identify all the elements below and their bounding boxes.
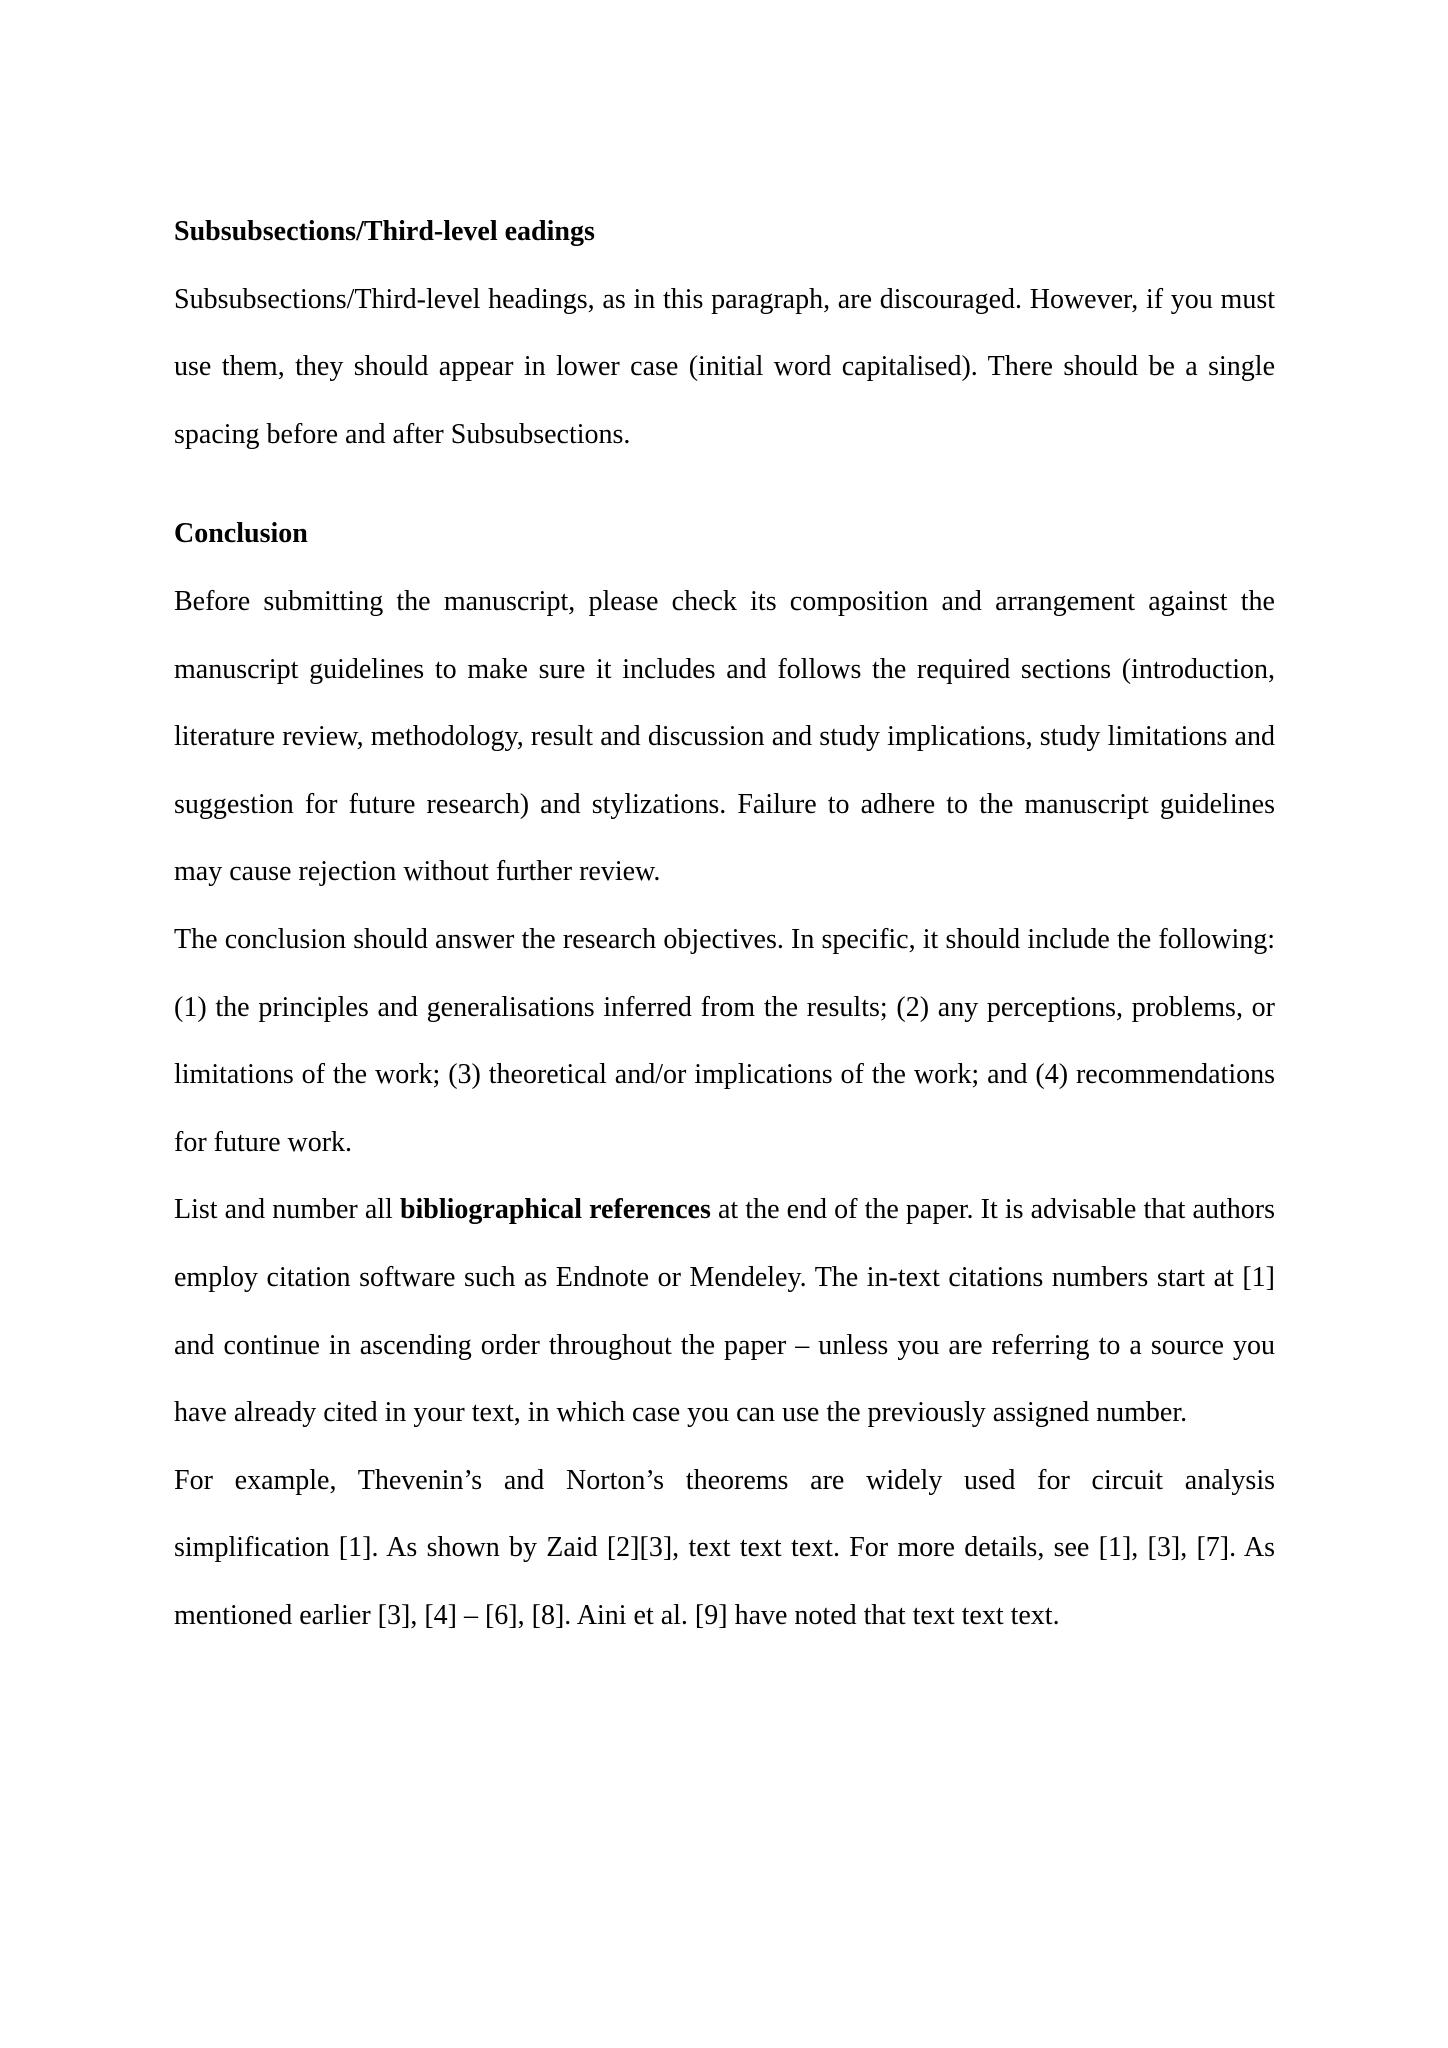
section-heading-conclusion: Conclusion <box>174 518 308 550</box>
document-page <box>174 198 1275 1649</box>
paragraph-citation-example: For example, Thevenin’s and Norton’s theorems are widely used for circuit analysis simplification [1]. As shown by Zaid [2][3], text text text. For more details, see [1], [3], [7]. As mentioned earlier [3], [4] – [6], [8]. Aini et al. [9] have noted that text text text. <box>174 1464 1275 1631</box>
paragraph-subsubsections: Subsubsections/Third-level headings, as in this paragraph, are discouraged. However, if you must use them, they should appear in lower case (initial word capitalised). There should be a single spacing before and after Subsubsections. <box>174 283 1275 450</box>
references-text-before: List and number all <box>174 1194 400 1226</box>
section-heading-subsubsections: Subsubsections/Third-level eadings <box>174 216 595 247</box>
references-bold-term: bibliographical references <box>399 1194 711 1226</box>
paragraph-conclusion-manuscript-check: Before submitting the manuscript, please check its composition and arrangement against the manuscript guidelines to make sure it includes and follows the required sections (introduction, literature review, methodology, result and discussion and study implications, study limitations and suggestion for future research) and stylizations. Failure to adhere to the manuscript guidelines may cause rejection without further review. <box>174 585 1275 888</box>
paragraph-references <box>174 1176 1275 1446</box>
section-spacer <box>174 468 1275 500</box>
paragraph-conclusion-objectives: The conclusion should answer the research objectives. In specific, it should include the following: (1) the principles and generalisations inferred from the results; (2) any perceptions, problems, or limitations of the work; (3) theoretical and/or implications of the work; and (4) recommendations for future work. <box>174 923 1275 1158</box>
references-text-after: at the end of the paper. It is advisable that authors employ citation software such as Endnote or Mendeley. The in-text citations numbers start at [1] and continue in ascending order throughout the paper – unless you are referring to a source you have already cited in your text, in which case you can use the previously assigned number. <box>174 1194 1275 1429</box>
